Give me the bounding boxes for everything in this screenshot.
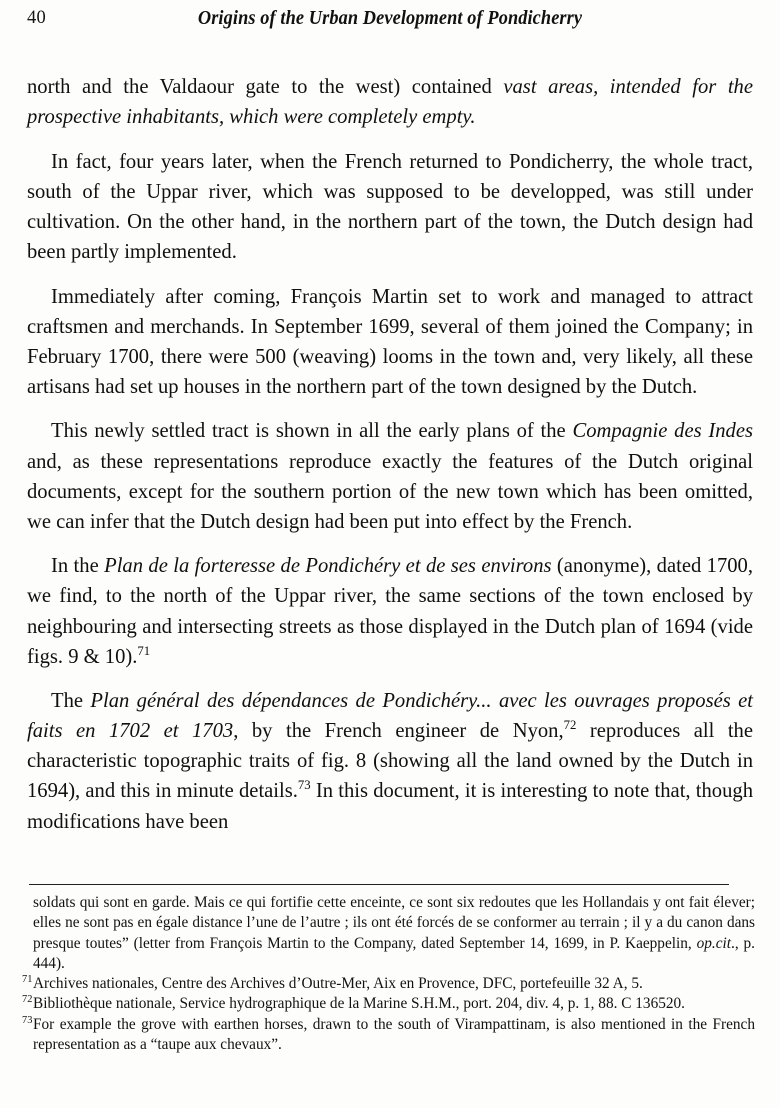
footnote-71 bbox=[22, 974, 755, 994]
running-head bbox=[0, 8, 780, 38]
footnote-73 bbox=[22, 1015, 755, 1056]
footnote-continuation bbox=[22, 893, 755, 974]
text-run: , by the French engineer de Nyon, bbox=[233, 720, 564, 743]
para-plan-forteresse bbox=[27, 551, 753, 671]
text-run: In the bbox=[51, 555, 105, 578]
text-run: Immediately after coming, François Martin set to work and managed to attract craftsmen and merchands. In September 1699, several of them joined the Company; in February 1700, there were 500 (weaving) looms in the town and, very likely, all these artisans had set up houses in the northern part of the town designed by the Dutch. bbox=[27, 285, 753, 398]
footnote-reference[interactable]: 72 bbox=[563, 718, 577, 733]
text-run: Archives nationales, Centre des Archives d’Outre-Mer, Aix en Provence, DFC, portefeuille 32 A, 5. bbox=[33, 975, 643, 993]
footnote-number: 71 bbox=[22, 974, 33, 986]
italic-run: op.cit bbox=[696, 934, 731, 952]
para-newly-settled-tract bbox=[27, 416, 753, 536]
footnote-number: 73 bbox=[22, 1014, 33, 1026]
footnote-72 bbox=[22, 994, 755, 1014]
text-run: In this document, it is interesting to note that, though modifications have been bbox=[27, 780, 753, 833]
footnote-block bbox=[22, 893, 755, 1055]
italic-run: Plan général des dépendances de Pondichéry... avec les ouvrages proposés et faits en 1702 et 1703 bbox=[27, 690, 754, 743]
footnote-reference[interactable]: 71 bbox=[137, 643, 151, 658]
para-plan-general bbox=[27, 686, 753, 836]
running-title: Origins of the Urban Development of Pondicherry bbox=[197, 8, 583, 29]
footnote-reference[interactable]: 73 bbox=[297, 778, 311, 793]
text-run: In fact, four years later, when the French returned to Pondicherry, the whole tract, south of the Uppar river, which was supposed to be developped, was still under cultivation. On the other hand, in the northern part of the town, the Dutch design had been partly implemented. bbox=[27, 150, 753, 263]
text-run: soldats qui sont en garde. Mais ce qui fortifie cette enceinte, ce sont six redoutes que les Hollandais y ont fait élever; elles ne sont pas en égale distance l’une de l’autre ; ils ont été forcés de se conformer au terrain ; il y a du canon dans presque toutes” (letter from François Martin to the Company, dated September 14, 1699, in P. Kaeppelin, bbox=[33, 894, 755, 952]
footnote-number: 72 bbox=[22, 994, 33, 1006]
footnote-divider bbox=[29, 884, 729, 885]
italic-run: Compagnie des Indes bbox=[572, 420, 753, 443]
text-run: north and the Valdaour gate to the west) contained bbox=[27, 76, 504, 98]
text-run: This newly settled tract is shown in all the early plans of the bbox=[51, 420, 573, 443]
text-run: ., p. 444). bbox=[33, 934, 755, 972]
para-francois-martin bbox=[27, 282, 753, 402]
text-run: reproduces all the characteristic topographic traits of fig. 8 (showing all the land owned by the Dutch in 1694), and this in minute details. bbox=[27, 720, 753, 803]
text-run: For example the grove with earthen horses, drawn to the south of Virampattinam, is also mentioned in the French representation as a “taupe aux chevaux”. bbox=[33, 1015, 755, 1054]
text-run: and, as these representations reproduce exactly the features of the Dutch original documents, except for the southern portion of the new town which has been omitted, we can infer that the Dutch design had been put into effect by the French. bbox=[27, 450, 753, 533]
text-run: The bbox=[51, 690, 91, 713]
text-run: Bibliothèque nationale, Service hydrographique de la Marine S.H.M., port. 204, div. 4, p. 1, 88. C 136520. bbox=[33, 995, 685, 1013]
text-run: (anonyme), dated 1700, we find, to the north of the Uppar river, the same sections of the town enclosed by neighbouring and intersecting streets as those displayed in the Dutch plan of 1694 (vide figs. 9 & 10). bbox=[27, 555, 753, 668]
page-number: 40 bbox=[27, 8, 46, 28]
italic-run: Plan de la forteresse de Pondichéry et de ses environs bbox=[104, 555, 552, 578]
italic-run: vast areas, intended for the prospective inhabitants, which were completely empty. bbox=[27, 76, 753, 129]
para-valdaour-gate bbox=[27, 72, 753, 132]
body-text-block bbox=[27, 72, 753, 837]
para-in-fact bbox=[27, 147, 753, 267]
